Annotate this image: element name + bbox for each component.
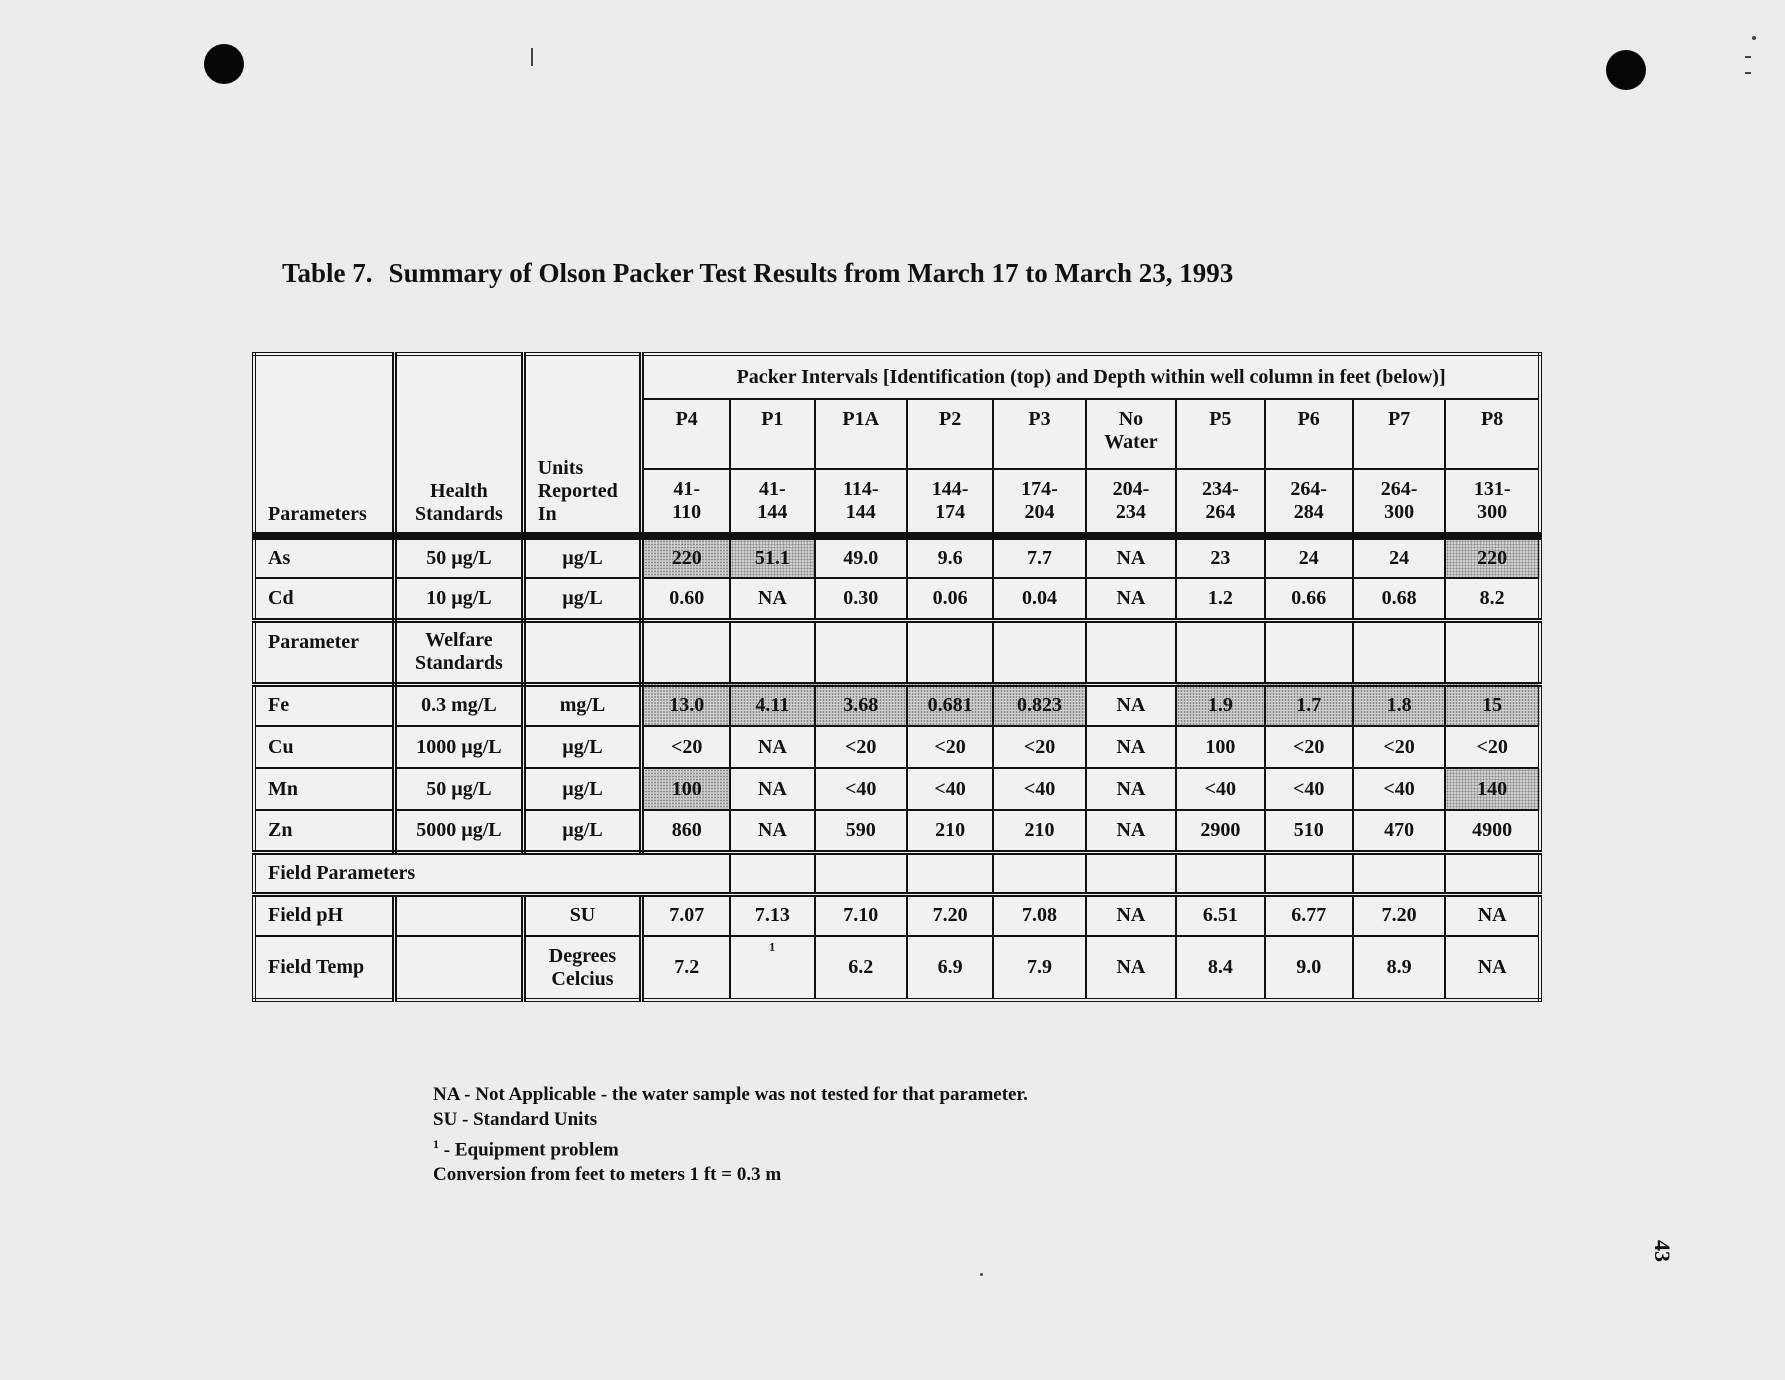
- row-value: 9.6: [907, 536, 993, 578]
- footnote-mark: 1: [433, 1137, 439, 1151]
- row-value: NA: [1086, 810, 1176, 852]
- interval-depth: 264- 300: [1353, 469, 1445, 536]
- row-value: 6.2: [815, 936, 907, 1000]
- row-value: <40: [993, 768, 1085, 810]
- interval-depth: 174- 204: [993, 469, 1085, 536]
- welfare-standards-header: Welfare Standards: [395, 620, 524, 684]
- note-na: NA - Not Applicable - the water sample was not tested for that parameter.: [433, 1084, 1028, 1105]
- row-value: 8.2: [1445, 578, 1540, 620]
- row-value: <20: [1353, 726, 1445, 768]
- row-value: 590: [815, 810, 907, 852]
- empty-cell: [1445, 852, 1540, 894]
- row-value: 100: [1176, 726, 1264, 768]
- empty-cell: [1445, 620, 1540, 684]
- field-header-row: [254, 852, 1540, 894]
- empty-cell: [642, 620, 730, 684]
- row-standard: 5000 µg/L: [395, 810, 524, 852]
- row-value: 1.2: [1176, 578, 1264, 620]
- row-value: <40: [1176, 768, 1264, 810]
- table-row: [254, 536, 1540, 578]
- interval-id: P4: [642, 399, 730, 469]
- row-value: 140: [1445, 768, 1540, 810]
- row-value: NA: [1445, 894, 1540, 936]
- scan-speck: [1745, 72, 1751, 74]
- row-parameter: Zn: [254, 810, 395, 852]
- row-value: 210: [993, 810, 1085, 852]
- empty-cell: [993, 620, 1085, 684]
- empty-cell: [907, 620, 993, 684]
- row-value: 8.9: [1353, 936, 1445, 1000]
- scan-speck: [531, 48, 533, 66]
- table-row: [254, 684, 1540, 726]
- row-value: <40: [1265, 768, 1353, 810]
- empty-cell: [1265, 852, 1353, 894]
- row-value: 6.9: [907, 936, 993, 1000]
- table-row: [254, 578, 1540, 620]
- row-units: µg/L: [523, 578, 642, 620]
- row-value: <20: [642, 726, 730, 768]
- welfare-header-row: [254, 620, 1540, 684]
- row-value: 1.7: [1265, 684, 1353, 726]
- row-standard: 0.3 mg/L: [395, 684, 524, 726]
- row-value: 1.9: [1176, 684, 1264, 726]
- row-value: NA: [1445, 936, 1540, 1000]
- interval-depth: 144- 174: [907, 469, 993, 536]
- scan-speck: [1752, 36, 1756, 40]
- scan-speck: [1745, 56, 1751, 58]
- empty-cell: [1176, 852, 1264, 894]
- row-value: 0.06: [907, 578, 993, 620]
- empty-cell: [1265, 620, 1353, 684]
- row-standard: 1000 µg/L: [395, 726, 524, 768]
- note-su: SU - Standard Units: [433, 1109, 598, 1130]
- row-value: NA: [1086, 684, 1176, 726]
- row-value: 0.823: [993, 684, 1085, 726]
- row-value: 0.681: [907, 684, 993, 726]
- row-units: µg/L: [523, 536, 642, 578]
- row-value: NA: [1086, 536, 1176, 578]
- empty-cell: [815, 852, 907, 894]
- scan-speck: [980, 1273, 983, 1276]
- interval-depth: 41- 110: [642, 469, 730, 536]
- row-value: 23: [1176, 536, 1264, 578]
- note-footnote: [433, 1132, 1028, 1162]
- row-parameter: Field pH: [254, 894, 395, 936]
- row-parameter: Cd: [254, 578, 395, 620]
- row-value: 13.0: [642, 684, 730, 726]
- row-value: 6.51: [1176, 894, 1264, 936]
- table-title-text: Summary of Olson Packer Test Results from March 17 to March 23, 1993: [388, 258, 1234, 288]
- row-value: 7.13: [730, 894, 814, 936]
- row-value: 0.66: [1265, 578, 1353, 620]
- row-units: Degrees Celcius: [523, 936, 642, 1000]
- row-parameter: Mn: [254, 768, 395, 810]
- row-value: NA: [1086, 578, 1176, 620]
- empty-cell: [907, 852, 993, 894]
- row-value: 220: [1445, 536, 1540, 578]
- row-value: 4.11: [730, 684, 814, 726]
- row-value: 24: [1265, 536, 1353, 578]
- row-value: 6.77: [1265, 894, 1353, 936]
- empty-cell: [1086, 620, 1176, 684]
- row-value: 51.1: [730, 536, 814, 578]
- interval-id: P3: [993, 399, 1085, 469]
- row-value: 7.10: [815, 894, 907, 936]
- row-value: 210: [907, 810, 993, 852]
- interval-depth: 264- 284: [1265, 469, 1353, 536]
- row-value: 7.08: [993, 894, 1085, 936]
- row-standard: 50 µg/L: [395, 536, 524, 578]
- row-standard: [395, 936, 524, 1000]
- row-value: 2900: [1176, 810, 1264, 852]
- row-value: NA: [1086, 936, 1176, 1000]
- header-health-standards: Health Standards: [395, 354, 524, 536]
- field-parameters-header: Field Parameters: [254, 852, 730, 894]
- welfare-parameter-header: Parameter: [254, 620, 395, 684]
- interval-id: P7: [1353, 399, 1445, 469]
- row-value: 1.8: [1353, 684, 1445, 726]
- footnote-text: - Equipment problem: [443, 1139, 619, 1161]
- row-value: 3.68: [815, 684, 907, 726]
- interval-id: No Water: [1086, 399, 1176, 469]
- empty-cell: [730, 852, 814, 894]
- row-parameter: Cu: [254, 726, 395, 768]
- row-value: 0.30: [815, 578, 907, 620]
- row-value: 49.0: [815, 536, 907, 578]
- interval-depth: 114- 144: [815, 469, 907, 536]
- row-value: ¹: [730, 936, 814, 1000]
- row-value: NA: [1086, 894, 1176, 936]
- empty-cell: [1086, 852, 1176, 894]
- header-packer-intervals: Packer Intervals [Identification (top) and Depth within well column in feet (below)]: [642, 354, 1540, 399]
- row-value: 470: [1353, 810, 1445, 852]
- row-value: <20: [1445, 726, 1540, 768]
- row-value: 860: [642, 810, 730, 852]
- row-units: µg/L: [523, 726, 642, 768]
- empty-cell: [1176, 620, 1264, 684]
- row-value: 220: [642, 536, 730, 578]
- row-value: 510: [1265, 810, 1353, 852]
- row-value: 7.7: [993, 536, 1085, 578]
- table-body: [254, 354, 1540, 1000]
- row-value: 100: [642, 768, 730, 810]
- interval-id: P2: [907, 399, 993, 469]
- table-row: [254, 936, 1540, 1000]
- header-units: Units Reported In: [523, 354, 642, 536]
- row-value: NA: [1086, 726, 1176, 768]
- interval-depth: 204- 234: [1086, 469, 1176, 536]
- interval-depth: 41- 144: [730, 469, 814, 536]
- row-parameter: Field Temp: [254, 936, 395, 1000]
- row-standard: [395, 894, 524, 936]
- row-value: NA: [730, 578, 814, 620]
- welfare-units-empty: [523, 620, 642, 684]
- empty-cell: [815, 620, 907, 684]
- row-standard: 10 µg/L: [395, 578, 524, 620]
- row-value: 8.4: [1176, 936, 1264, 1000]
- interval-id: P8: [1445, 399, 1540, 469]
- row-value: 7.9: [993, 936, 1085, 1000]
- table-row: [254, 726, 1540, 768]
- empty-cell: [1353, 852, 1445, 894]
- row-value: 7.2: [642, 936, 730, 1000]
- row-units: µg/L: [523, 810, 642, 852]
- row-value: <20: [907, 726, 993, 768]
- row-value: 7.20: [1353, 894, 1445, 936]
- interval-id: P5: [1176, 399, 1264, 469]
- note-conversion: Conversion from feet to meters 1 ft = 0.3 m: [433, 1164, 782, 1186]
- table-notes: [433, 1082, 1028, 1187]
- interval-depth: 234- 264: [1176, 469, 1264, 536]
- row-parameter: As: [254, 536, 395, 578]
- row-value: 0.68: [1353, 578, 1445, 620]
- empty-cell: [1353, 620, 1445, 684]
- row-value: NA: [1086, 768, 1176, 810]
- row-value: NA: [730, 810, 814, 852]
- row-value: 15: [1445, 684, 1540, 726]
- row-units: SU: [523, 894, 642, 936]
- table-row: [254, 768, 1540, 810]
- table-number: Table 7.: [282, 258, 373, 288]
- table-row: [254, 810, 1540, 852]
- empty-cell: [993, 852, 1085, 894]
- interval-id: P1: [730, 399, 814, 469]
- row-units: mg/L: [523, 684, 642, 726]
- punch-hole-left: [204, 44, 244, 84]
- row-value: 0.04: [993, 578, 1085, 620]
- row-value: 0.60: [642, 578, 730, 620]
- table-row: [254, 894, 1540, 936]
- row-value: 9.0: [1265, 936, 1353, 1000]
- row-value: <20: [993, 726, 1085, 768]
- row-value: <40: [1353, 768, 1445, 810]
- header-parameters: Parameters: [254, 354, 395, 536]
- empty-cell: [730, 620, 814, 684]
- header-row-banner: [254, 354, 1540, 399]
- row-value: NA: [730, 726, 814, 768]
- punch-hole-right: [1606, 50, 1646, 90]
- row-value: 4900: [1445, 810, 1540, 852]
- interval-id: P1A: [815, 399, 907, 469]
- row-value: NA: [730, 768, 814, 810]
- table-title: [282, 258, 1233, 289]
- row-value: 7.20: [907, 894, 993, 936]
- interval-id: P6: [1265, 399, 1353, 469]
- interval-depth: 131- 300: [1445, 469, 1540, 536]
- row-parameter: Fe: [254, 684, 395, 726]
- row-value: <20: [815, 726, 907, 768]
- packer-test-results-table: [252, 352, 1542, 1002]
- row-units: µg/L: [523, 768, 642, 810]
- row-value: 7.07: [642, 894, 730, 936]
- row-standard: 50 µg/L: [395, 768, 524, 810]
- page-number: 43: [1650, 1240, 1675, 1262]
- row-value: <40: [815, 768, 907, 810]
- row-value: <20: [1265, 726, 1353, 768]
- row-value: <40: [907, 768, 993, 810]
- row-value: 24: [1353, 536, 1445, 578]
